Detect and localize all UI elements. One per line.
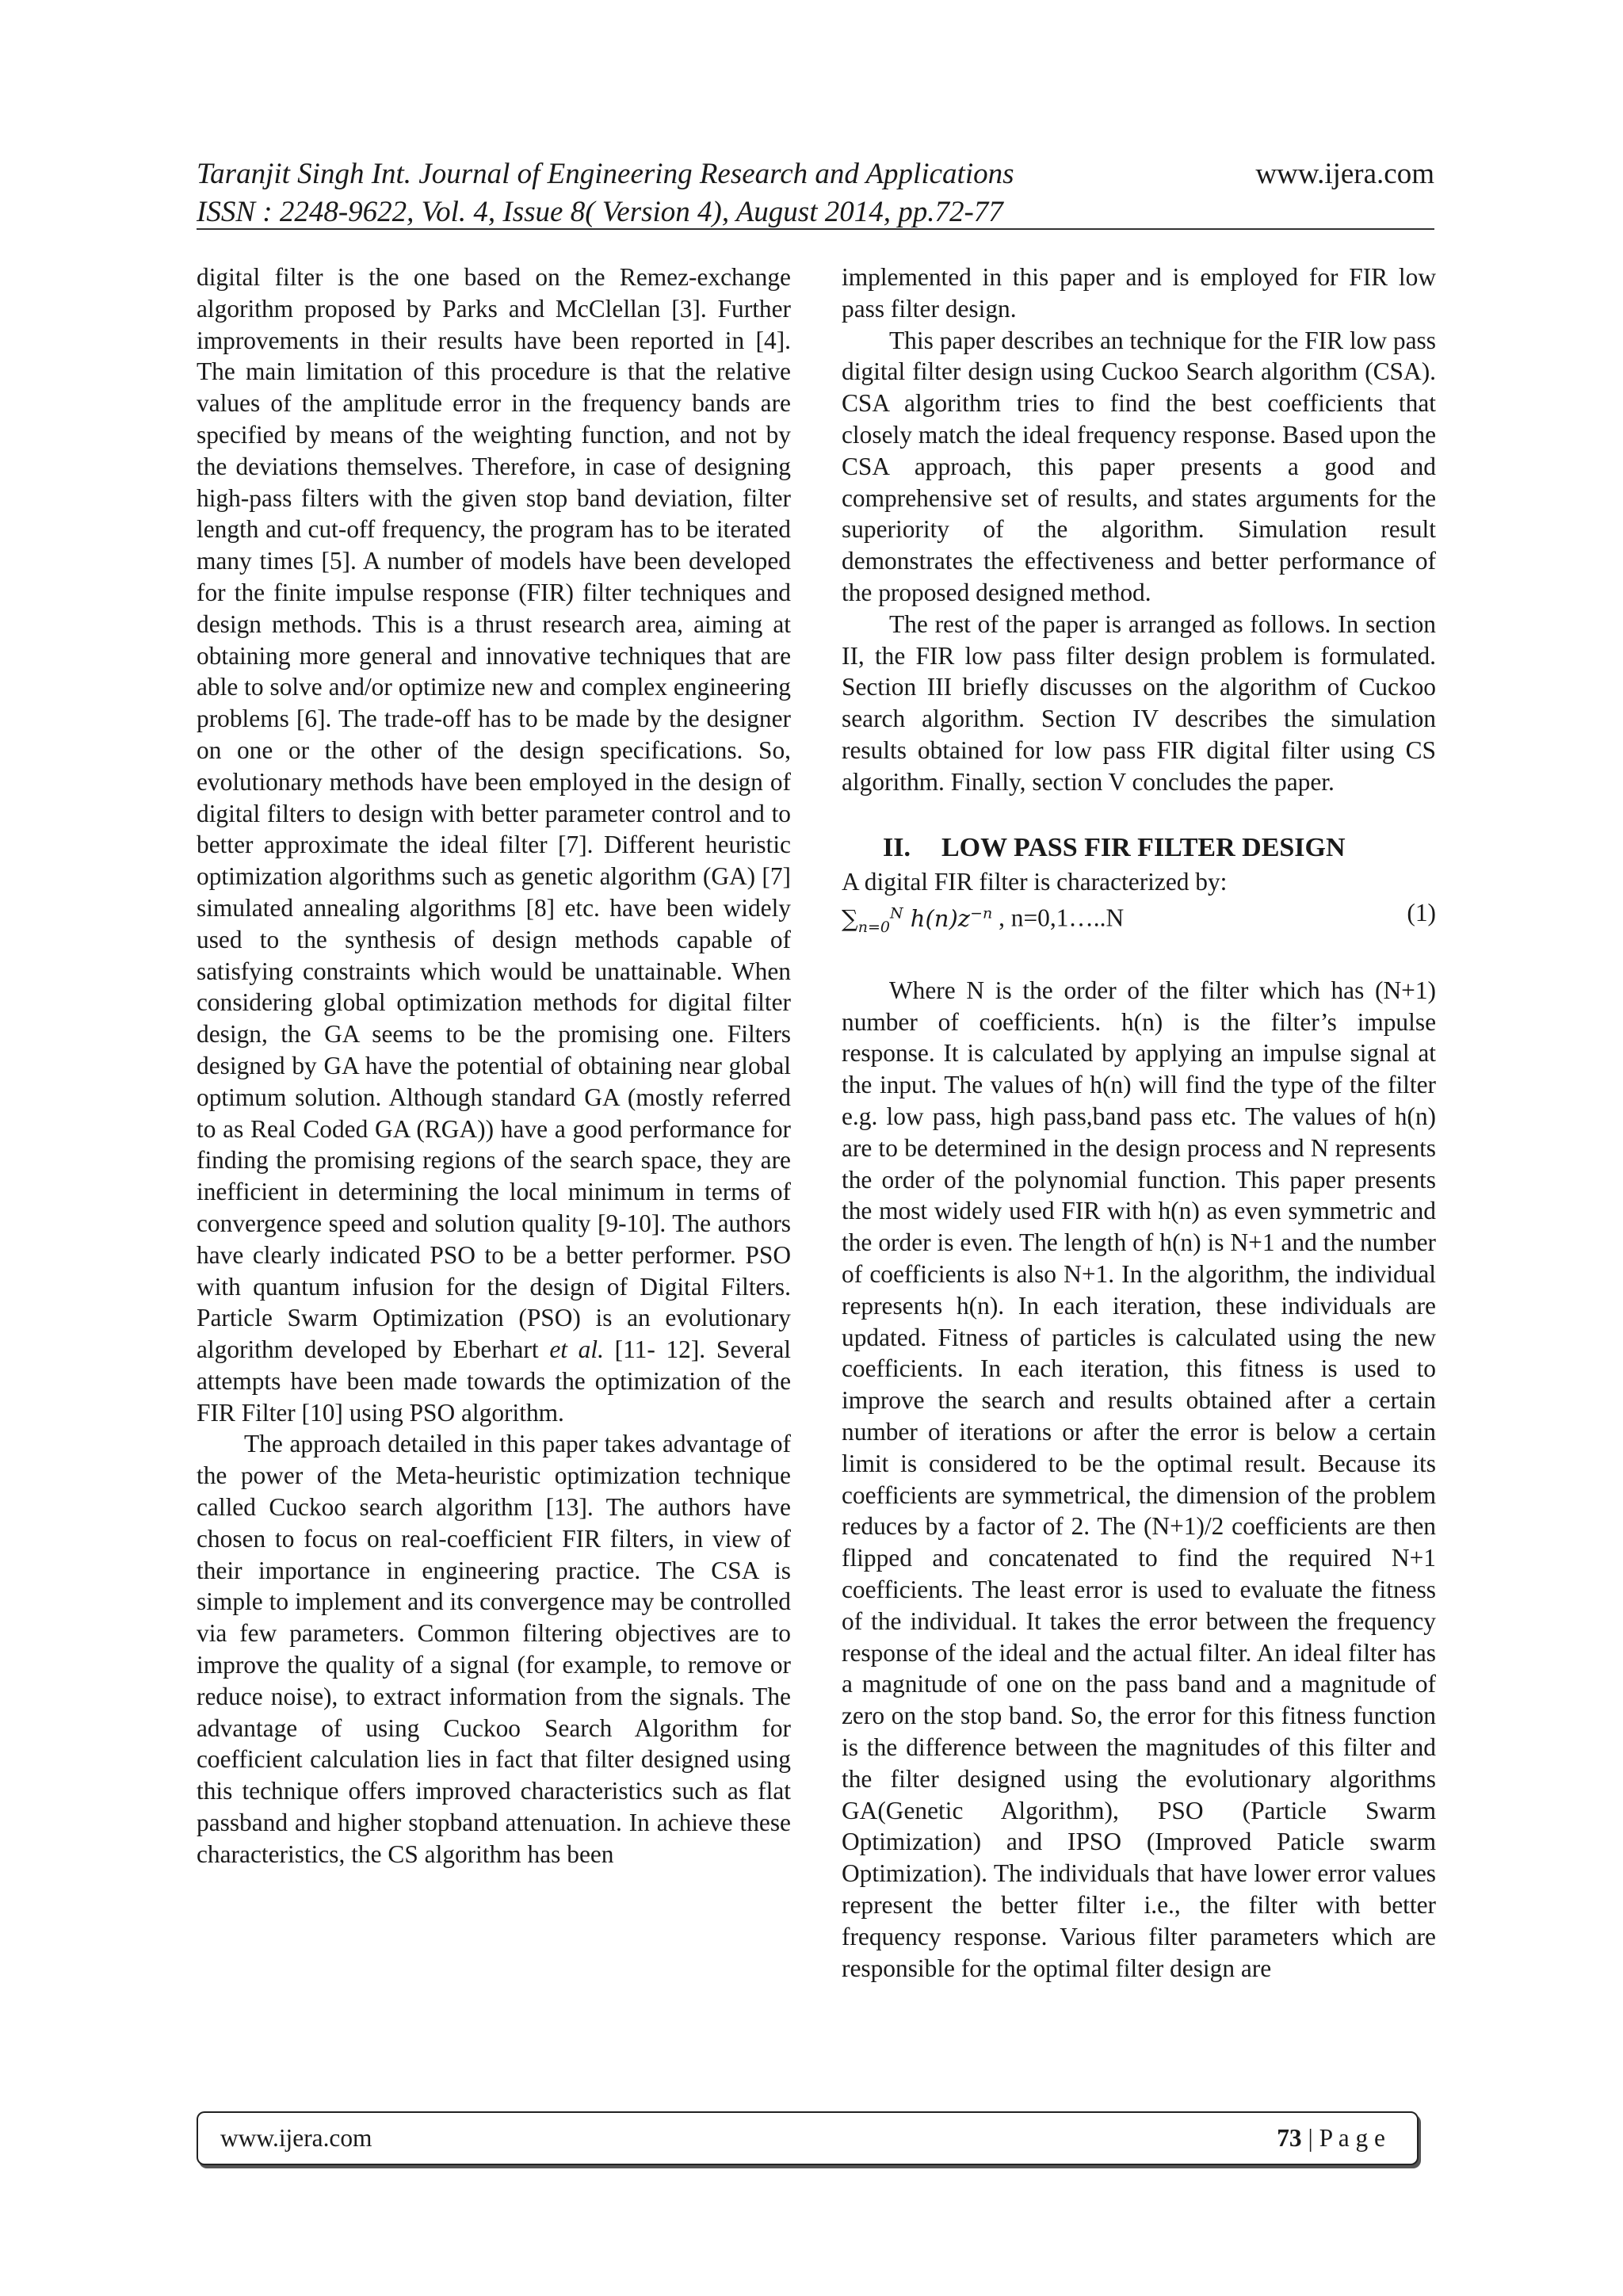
left-paragraph-2: The approach detailed in this paper takes advantage of the power of the Meta-heuristic optimization technique called Cuckoo search algorithm [13]. The authors have chosen to focus on real-coefficient FIR filters, in view of their importance in engineering practice. The CSA is simple to implement and its convergence may be controlled via few parameters. Common filtering objectives are to improve the quality of a signal (for example, to remove or reduce noise), to extract information from the signals. The advantage of using Cuckoo Search Algorithm for coefficient calculation lies in fact that filter designed using this technique offers improved characteristics such as flat passband and higher stopband attenuation. In achieve these characteristics, the CS algorithm has been: [197, 1430, 791, 1868]
right-paragraph-2: This paper describes an technique for the FIR low pass digital filter design using Cuckoo Search algorithm (CSA). CSA algorithm tries to find the best coefficients that closely match the ideal frequency response. Based upon the CSA approach, this paper presents a good and comprehensive set of results, and states arguments for the superiority of the algorithm. Simulation result demonstrates the effectiveness and better performance of the proposed designed method.: [842, 326, 1436, 606]
right-paragraph-1: implemented in this paper and is employed for FIR low pass filter design.: [842, 263, 1436, 323]
journal-title: Taranjit Singh Int. Journal of Engineering Research and Applications: [197, 158, 1014, 190]
left-column: [197, 262, 791, 1870]
right-column: [842, 262, 1436, 1984]
right-paragraph-3: The rest of the paper is arranged as follows. In section II, the FIR low pass filter design problem is formulated. Section III briefly discusses on the algorithm of Cuckoo search algorithm. Section IV describes the simulation results obtained for low pass FIR digital filter using CS algorithm. Finally, section V concludes the paper.: [842, 609, 1436, 796]
right-paragraph-4: Where N is the order of the filter which has (N+1) number of coefficients. h(n) is the filter’s impulse response. It is calculated by applying an impulse signal at the input. The values of h(n) will find the type of the filter e.g. low pass, high pass,band pass etc. The values of h(n) are to be determined in the design process and N represents the order of the polynomial function. This paper presents the most widely used FIR with h(n) as even symmetric and the order is even. The length of h(n) is N+1 and the number of coefficients is also N+1. In the algorithm, the individual represents h(n). In each iteration, these individuals are updated. Fitness of particles is calculated using the new coefficients. In each iteration, this fitness is used to improve the search and results obtained after a certain number of iterations or after the error is below a certain limit is considered to be the optimal result. Because its coefficients are symmetrical, the dimension of the problem reduces by a factor of 2. The (N+1)/2 coefficients are then flipped and concatenated to find the required N+1 coefficients. The least error is used to evaluate the fitness of the individual. It takes the error between the frequency response of the ideal and the actual filter. An ideal filter has a magnitude of one on the pass band and a magnitude of zero on the stop band. So, the error for this fitness function is the difference between the magnitudes of this filter and the filter designed using the evolutionary algorithms GA(Genetic Algorithm), PSO (Particle Swarm Optimization) and IPSO (Improved Paticle swarm Optimization). The individuals that have lower error values represent the better filter i.e., the filter with better frequency response. Various filter parameters which are responsible for the optimal filter design are: [842, 976, 1436, 1982]
equation-label: (1): [1407, 899, 1436, 927]
equation-1: [842, 897, 1436, 942]
equation-body: $\sum_{n=0}^N$ $h(n)z^{-n}$ , n=0,1…..N: [842, 904, 1125, 936]
running-header: [197, 155, 1434, 231]
footer-website[interactable]: www.ijera.com: [220, 2124, 372, 2152]
equation-intro: A digital FIR filter is characterized by:: [842, 867, 1228, 896]
journal-website[interactable]: www.ijera.com: [1255, 158, 1434, 190]
header-rule: [197, 228, 1434, 230]
issn-line: ISSN : 2248-9622, Vol. 4, Issue 8( Version 4), August 2014, pp.72-77: [197, 196, 1003, 228]
section-title: LOW PASS FIR FILTER DESIGN: [941, 832, 1346, 862]
page-footer: [197, 2111, 1419, 2165]
section-heading: [842, 830, 1436, 866]
left-paragraph-1: digital filter is the one based on the Remez-exchange algorithm proposed by Parks and McClellan [3]. Further improvements in their results have been reported in [4]. The main limitation of this procedure is that the relative values of the amplitude error in the frequency bands are specified by means of the weighting function, and not by the deviations themselves. Therefore, in case of designing high-pass filters with the given stop band deviation, filter length and cut-off frequency, the program has to be iterated many times [5]. A number of models have been developed for the finite impulse response (FIR) filter techniques and design methods. This is a thrust research area, aiming at obtaining more general and innovative techniques that are able to solve and/or optimize new and complex engineering problems [6]. The trade-off has to be made by the designer on one or the other of the design specifications. So, evolutionary methods have been employed in the design of digital filters to design with better parameter control and to better approximate the ideal filter [7]. Different heuristic optimization algorithms such as genetic algorithm (GA) [7] simulated annealing algorithms [8] etc. have been widely used to the synthesis of design methods capable of satisfying constraints which would be unattainable. When considering global optimization methods for digital filter design, the GA seems to be the promising one. Filters designed by GA have the potential of obtaining near global optimum solution. Although standard GA (mostly referred to as Real Coded GA (RGA)) have a good performance for finding the promising regions of the search space, they are inefficient in determining the local minimum in terms of convergence speed and solution quality [9-10]. The authors have clearly indicated PSO to be a better performer. PSO with quantum infusion for the design of Digital Filters. Particle Swarm Optimization (PSO) is an evolutionary algorithm developed by Eberhart et al. [11- 12]. Several attempts have been made towards the optimization of the FIR Filter [10] using PSO algorithm.: [197, 263, 791, 1427]
section-number: II.: [883, 832, 911, 862]
page-number: 73 | P a g e: [1277, 2124, 1385, 2152]
